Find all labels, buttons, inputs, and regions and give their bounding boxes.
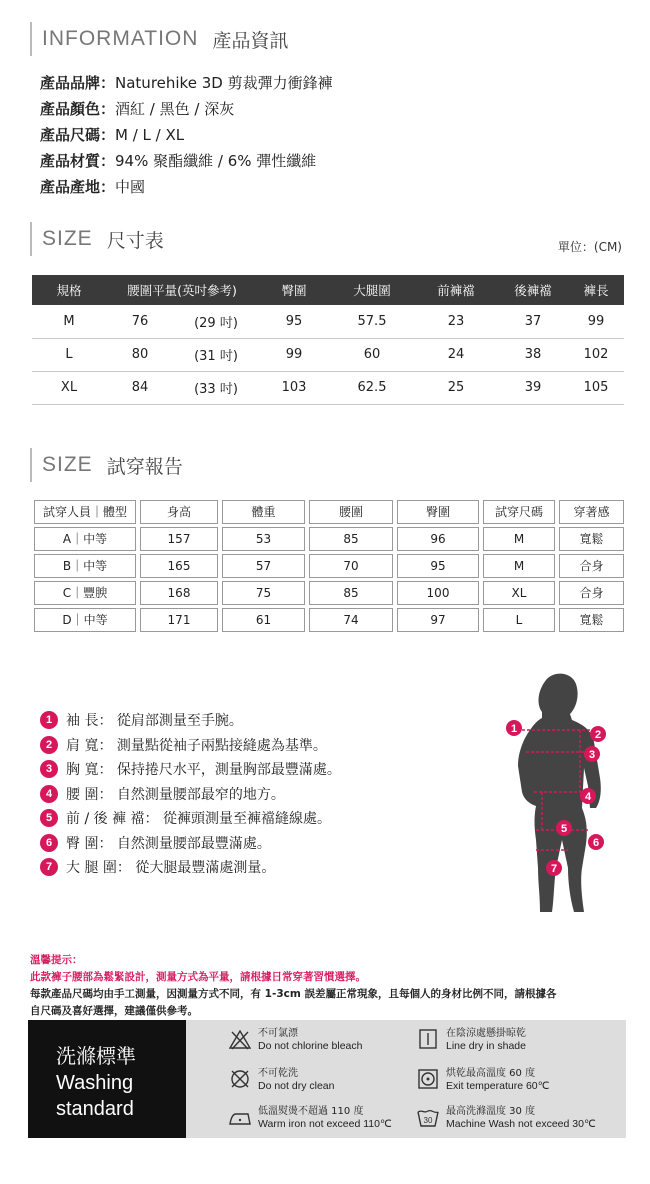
number-badge: 7 — [40, 858, 58, 876]
table-cell: 62.5 — [330, 371, 414, 404]
notice-line: 此款褲子腰部為鬆緊設計，測量方式為平量，請根據日常穿著習慣選擇。 — [30, 971, 366, 983]
wash-item-no-bleach — [228, 1028, 362, 1052]
header-cell — [307, 498, 395, 525]
header-cell: 規格 — [32, 275, 106, 305]
cell-text: 臀圍 — [397, 500, 479, 524]
cell-text: 腰圍 — [309, 500, 393, 524]
wash-item-zh: 不可氯漂 — [258, 1028, 298, 1039]
guide-item — [40, 733, 341, 758]
table-row — [32, 606, 626, 633]
header-cell: 褲長 — [568, 275, 624, 305]
cell-text: 合身 — [559, 581, 624, 605]
guide-item — [40, 831, 341, 856]
fit-title-zh: 試穿報告 — [106, 455, 183, 478]
wash-item-no-dry-clean — [228, 1068, 334, 1092]
wash-item-iron — [228, 1106, 392, 1130]
size-section-title — [30, 222, 164, 256]
number-badge: 1 — [40, 711, 58, 729]
info-value: 94% 聚酯纖維 / 6% 彈性纖維 — [115, 152, 317, 170]
wash-item-zh: 不可乾洗 — [258, 1068, 298, 1079]
guide-text: 大 腿 圍： 從大腿最豐滿處測量。 — [66, 860, 276, 877]
marker-5-label: 5 — [560, 823, 568, 835]
info-title-zh: 產品資訊 — [212, 29, 289, 52]
table-cell — [395, 525, 481, 552]
table-cell: 103 — [258, 371, 330, 404]
table-cell — [307, 606, 395, 633]
table-cell: XL — [32, 371, 106, 404]
info-key: 產品品牌： — [40, 74, 116, 92]
cell-text: 57 — [222, 554, 305, 578]
cell-text: 171 — [140, 608, 218, 632]
number-badge: 6 — [40, 834, 58, 852]
cell-text: A｜中等 — [34, 527, 136, 551]
cell-text: 試穿尺碼 — [483, 500, 555, 524]
table-cell — [395, 606, 481, 633]
table-cell: 57.5 — [330, 305, 414, 338]
cell-text: 165 — [140, 554, 218, 578]
wash-item-en: Machine Wash not exceed 30℃ — [446, 1118, 596, 1130]
table-cell: 24 — [414, 338, 498, 371]
info-title-en: INFORMATION — [42, 27, 199, 50]
guide-text: 胸 寬： 保持捲尺水平，測量胸部最豐滿處。 — [66, 762, 341, 779]
cell-text: 85 — [309, 527, 393, 551]
wash-item-tumble-dry — [416, 1068, 549, 1092]
cell-text: 75 — [222, 581, 305, 605]
marker-3-label: 3 — [588, 749, 596, 761]
info-value: 酒紅 / 黑色 / 深灰 — [115, 100, 235, 118]
cell-text: 96 — [397, 527, 479, 551]
table-row — [32, 338, 624, 371]
cell-text: 穿著感 — [559, 500, 624, 524]
notice-line: 每款產品尺碼均由手工測量，因測量方式不同，有 1-3cm 誤差屬正常現象，且每個人的身材比例不同，請根據各 — [30, 988, 557, 1000]
no-dry-clean-icon — [228, 1068, 252, 1090]
size-title-zh: 尺寸表 — [106, 229, 164, 252]
wash-item-en: Do not dry clean — [258, 1080, 335, 1092]
wash-item-en: Warm iron not exceed 110℃ — [258, 1118, 392, 1130]
notice-line: 自尺碼及喜好選擇，建議僅供參考。 — [30, 1005, 198, 1017]
cell-text: 74 — [309, 608, 393, 632]
wash-item-machine-wash — [416, 1106, 596, 1130]
wash-item-line-dry — [416, 1028, 526, 1052]
info-key: 產品尺碼： — [40, 126, 116, 144]
table-cell — [220, 525, 307, 552]
header-cell — [481, 498, 557, 525]
guide-item — [40, 855, 341, 880]
table-row — [32, 525, 626, 552]
fit-section-title — [30, 448, 183, 482]
header-cell — [557, 498, 626, 525]
fit-table-header — [32, 498, 626, 525]
washing-title-en: Washing — [56, 1072, 134, 1094]
guide-item — [40, 806, 341, 831]
wash-item-en: Do not chlorine bleach — [258, 1040, 363, 1052]
table-row — [32, 305, 624, 338]
table-cell: 37 — [498, 305, 568, 338]
cell-text: 合身 — [559, 554, 624, 578]
header-cell — [220, 498, 307, 525]
line-dry-shade-icon — [416, 1028, 440, 1050]
table-cell: 39 — [498, 371, 568, 404]
table-cell — [32, 606, 138, 633]
header-cell: 臀圍 — [258, 275, 330, 305]
table-cell — [32, 552, 138, 579]
marker-4-label: 4 — [584, 791, 592, 803]
table-cell — [220, 606, 307, 633]
number-badge: 2 — [40, 736, 58, 754]
no-bleach-icon — [228, 1028, 252, 1050]
table-cell: 95 — [258, 305, 330, 338]
info-row-origin — [40, 174, 333, 200]
table-cell — [481, 525, 557, 552]
table-cell — [307, 525, 395, 552]
table-cell: 25 — [414, 371, 498, 404]
wash-item-zh: 在陰涼處懸掛晾乾 — [446, 1028, 526, 1039]
notice-block — [30, 952, 630, 1020]
table-cell — [307, 579, 395, 606]
table-row — [32, 371, 624, 404]
header-cell: 後褲襠 — [498, 275, 568, 305]
washing-panel — [28, 1020, 626, 1138]
cell-text: C｜豐腴 — [34, 581, 136, 605]
info-key: 產品顏色： — [40, 100, 116, 118]
guide-text: 臀 圍： 自然測量腰部最豐滿處。 — [66, 835, 271, 852]
unit-label: 單位：(CM) — [557, 240, 622, 254]
cell-text: 95 — [397, 554, 479, 578]
info-section-title — [30, 22, 288, 56]
table-cell: 60 — [330, 338, 414, 371]
cell-text: 53 — [222, 527, 305, 551]
table-cell — [220, 579, 307, 606]
guide-text: 袖 長： 從肩部測量至手腕。 — [66, 713, 243, 730]
info-value: M / L / XL — [115, 126, 185, 144]
cell-text: B｜中等 — [34, 554, 136, 578]
info-row-color — [40, 96, 333, 122]
table-cell — [557, 579, 626, 606]
cell-text: 168 — [140, 581, 218, 605]
table-row — [32, 579, 626, 606]
table-cell: 23 — [414, 305, 498, 338]
marker-1-label: 1 — [510, 723, 518, 735]
table-cell: M — [32, 305, 106, 338]
cell-text: 61 — [222, 608, 305, 632]
washing-title — [28, 1020, 186, 1138]
table-cell: 105 — [568, 371, 624, 404]
table-cell: (33 吋) — [174, 371, 258, 404]
washing-title-zh: 洗滌標準 — [56, 1044, 136, 1068]
number-badge: 3 — [40, 760, 58, 778]
marker-2-label: 2 — [594, 729, 602, 741]
cell-text: 157 — [140, 527, 218, 551]
iron-low-icon — [228, 1106, 252, 1128]
header-cell: 腰圍平量(英吋參考) — [106, 275, 258, 305]
info-row-brand — [40, 70, 333, 96]
info-value: Naturehike 3D 剪裁彈力衝鋒褲 — [115, 74, 333, 92]
cell-text: M — [483, 527, 555, 551]
table-cell — [481, 606, 557, 633]
table-cell: 76 — [106, 305, 174, 338]
size-table-header — [32, 275, 624, 305]
table-cell: (29 吋) — [174, 305, 258, 338]
info-row-size — [40, 122, 333, 148]
cell-text: 寬鬆 — [559, 527, 624, 551]
header-cell — [395, 498, 481, 525]
table-cell — [395, 579, 481, 606]
info-value: 中國 — [115, 178, 146, 196]
table-cell — [481, 552, 557, 579]
washing-title-en: standard — [56, 1098, 134, 1120]
guide-item — [40, 757, 341, 782]
notice-title: 溫馨提示： — [30, 954, 83, 966]
guide-text: 腰 圍： 自然測量腰部最窄的地方。 — [66, 786, 285, 803]
wash-item-en: Line dry in shade — [446, 1040, 526, 1052]
size-table — [32, 275, 624, 405]
cell-text: 70 — [309, 554, 393, 578]
cell-text: 體重 — [222, 500, 305, 524]
table-cell — [32, 579, 138, 606]
table-row — [32, 552, 626, 579]
table-cell: 38 — [498, 338, 568, 371]
table-cell: 99 — [258, 338, 330, 371]
product-info-list — [40, 70, 333, 200]
table-cell: 99 — [568, 305, 624, 338]
table-cell — [557, 525, 626, 552]
wash-temp-label: 30 — [423, 1116, 433, 1125]
cell-text: 試穿人員｜體型 — [34, 500, 136, 524]
table-cell — [481, 579, 557, 606]
cell-text: D｜中等 — [34, 608, 136, 632]
header-cell — [32, 498, 138, 525]
wash-item-en: Exit temperature 60℃ — [446, 1080, 550, 1092]
table-cell: 102 — [568, 338, 624, 371]
info-key: 產品材質： — [40, 152, 116, 170]
table-cell — [557, 606, 626, 633]
guide-item — [40, 782, 341, 807]
table-cell: L — [32, 338, 106, 371]
marker-7-label: 7 — [550, 863, 558, 875]
wash-30-icon — [416, 1106, 440, 1128]
header-cell: 大腿圍 — [330, 275, 414, 305]
size-title-en: SIZE — [42, 227, 93, 250]
wash-item-zh: 烘乾最高溫度 60 度 — [446, 1068, 536, 1079]
table-cell — [138, 606, 220, 633]
table-cell — [307, 552, 395, 579]
number-badge: 4 — [40, 785, 58, 803]
fit-title-en: SIZE — [42, 453, 93, 476]
table-cell: 80 — [106, 338, 174, 371]
table-cell: (31 吋) — [174, 338, 258, 371]
guide-text: 前 / 後 褲 襠： 從褲頭測量至褲襠縫線處。 — [66, 811, 331, 828]
table-cell — [32, 525, 138, 552]
number-badge: 5 — [40, 809, 58, 827]
table-cell — [138, 579, 220, 606]
table-cell — [220, 552, 307, 579]
table-cell — [557, 552, 626, 579]
info-key: 產品產地： — [40, 178, 116, 196]
body-silhouette-figure — [496, 668, 616, 916]
cell-text: 100 — [397, 581, 479, 605]
header-cell — [138, 498, 220, 525]
wash-item-zh: 低溫熨燙不超過 110 度 — [258, 1106, 364, 1117]
cell-text: L — [483, 608, 555, 632]
cell-text: 身高 — [140, 500, 218, 524]
cell-text: 85 — [309, 581, 393, 605]
guide-item — [40, 708, 341, 733]
cell-text: M — [483, 554, 555, 578]
marker-6-label: 6 — [592, 837, 600, 849]
info-row-material — [40, 148, 333, 174]
measurement-guide — [40, 708, 341, 880]
table-cell — [138, 552, 220, 579]
wash-item-zh: 最高洗滌溫度 30 度 — [446, 1106, 536, 1117]
cell-text: 寬鬆 — [559, 608, 624, 632]
cell-text: XL — [483, 581, 555, 605]
fit-report-table — [32, 498, 626, 633]
table-cell: 84 — [106, 371, 174, 404]
guide-text: 肩 寬： 測量點從袖子兩點接縫處為基準。 — [66, 737, 327, 754]
header-cell: 前褲襠 — [414, 275, 498, 305]
cell-text: 97 — [397, 608, 479, 632]
table-cell — [138, 525, 220, 552]
tumble-dry-icon — [416, 1068, 440, 1090]
table-cell — [395, 552, 481, 579]
